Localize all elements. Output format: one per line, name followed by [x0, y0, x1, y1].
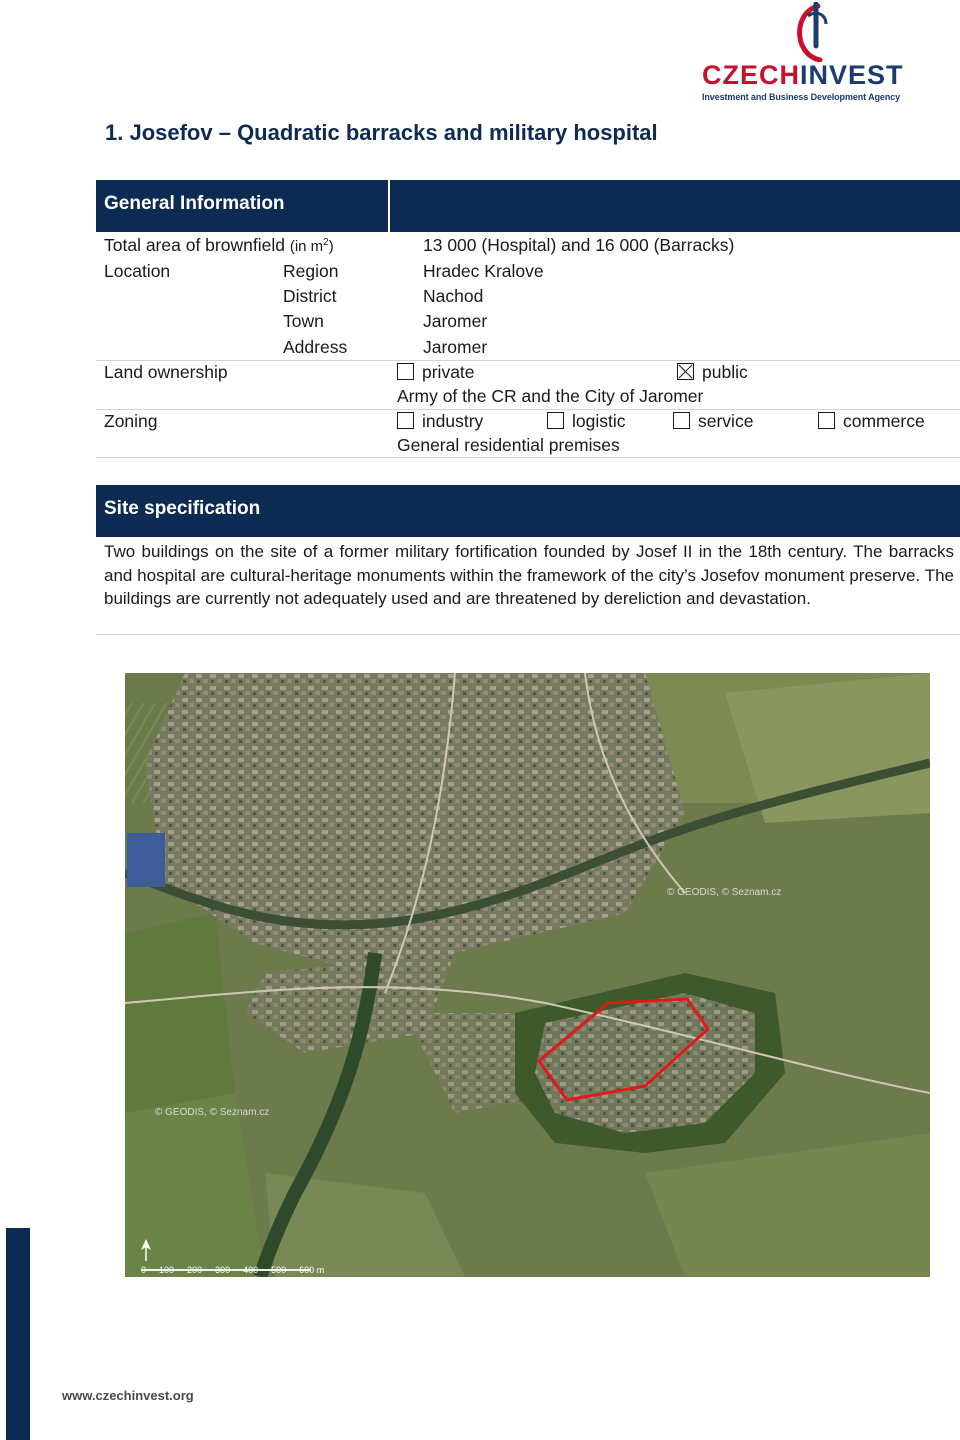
north-arrow-icon [139, 1238, 153, 1262]
scale-label: 200 [187, 1265, 203, 1275]
region-label: Region [283, 261, 339, 281]
logo-text-invest: INVEST [800, 60, 904, 90]
aerial-photo [125, 673, 930, 1277]
ownership-private-option [397, 362, 475, 383]
logo-text-czech: CZECH [702, 60, 800, 90]
footer-url[interactable]: www.czechinvest.org [62, 1388, 194, 1403]
logo-mark-icon [790, 2, 834, 62]
total-area-label [104, 235, 334, 256]
zoning-industry-label: industry [422, 411, 484, 431]
total-area-value: 13 000 (Hospital) and 16 000 (Barracks) [423, 235, 735, 255]
scale-labels [141, 1265, 324, 1275]
total-area-unit-prefix: (in m [289, 238, 324, 255]
district-label: District [283, 286, 337, 306]
zoning-label: Zoning [104, 411, 158, 431]
total-area-unit-sup: 2 [323, 237, 329, 248]
divider [96, 457, 960, 458]
ownership-public-label: public [702, 362, 748, 382]
private-checkbox[interactable] [397, 363, 414, 380]
zoning-industry-option [397, 411, 483, 432]
total-area-label-text: Total area of brownfield [104, 235, 285, 255]
scale-label: 500 [271, 1265, 287, 1275]
page-title: 1. Josefov – Quadratic barracks and military hospital [105, 120, 658, 145]
site-spec-heading: Site specification [104, 498, 261, 519]
zoning-service-label: service [698, 411, 754, 431]
zoning-logistic-option [547, 411, 626, 432]
left-accent-bar [6, 1228, 30, 1440]
divider [96, 409, 960, 410]
town-label: Town [283, 311, 324, 331]
zoning-commerce-label: commerce [843, 411, 925, 431]
scale-label: 0 [141, 1265, 147, 1275]
ownership-public-option [677, 362, 748, 383]
zoning-commerce-option [818, 411, 925, 432]
total-area-unit-suffix: ) [328, 238, 334, 255]
service-checkbox[interactable] [673, 412, 690, 429]
general-info-heading: General Information [104, 193, 285, 214]
commerce-checkbox[interactable] [818, 412, 835, 429]
map-watermark: © GEODIS, © Seznam.cz [155, 1107, 270, 1118]
scale-label: 600 m [299, 1265, 325, 1275]
ownership-private-label: private [422, 362, 475, 382]
aerial-map [125, 673, 930, 1277]
logistic-checkbox[interactable] [547, 412, 564, 429]
czechinvest-logo [700, 2, 932, 106]
scale-label: 100 [159, 1265, 175, 1275]
logo-tagline: Investment and Business Development Agency [702, 92, 901, 102]
map-watermark: © GEODIS, © Seznam.cz [667, 887, 782, 898]
industry-checkbox[interactable] [397, 412, 414, 429]
location-label: Location [104, 261, 171, 281]
ownership-owner: Army of the CR and the City of Jaromer [397, 386, 704, 406]
zoning-other: General residential premises [397, 435, 620, 455]
total-area-unit [290, 238, 334, 255]
public-checkbox[interactable] [677, 363, 694, 380]
divider [96, 634, 960, 635]
general-info-header [96, 180, 960, 232]
address-value: Jaromer [423, 337, 488, 357]
divider [96, 360, 960, 361]
zoning-logistic-label: logistic [572, 411, 626, 431]
land-ownership-label: Land ownership [104, 362, 228, 382]
site-spec-header [96, 485, 960, 537]
address-label: Address [283, 337, 348, 357]
site-spec-text: Two buildings on the site of a former military fortification founded by Josef II in the 18th century. The barracks and hospital are cultural-heritage monuments within the framework of the city’s Josefov monument preserve. The buildings are currently not adequately used and are threatened by dereliction and devastation. [104, 542, 954, 608]
district-value: Nachod [423, 286, 484, 306]
town-value: Jaromer [423, 311, 488, 331]
zoning-service-option [673, 411, 753, 432]
scale-label: 300 [215, 1265, 231, 1275]
scale-label: 400 [243, 1265, 259, 1275]
region-value: Hradec Kralove [423, 261, 544, 281]
